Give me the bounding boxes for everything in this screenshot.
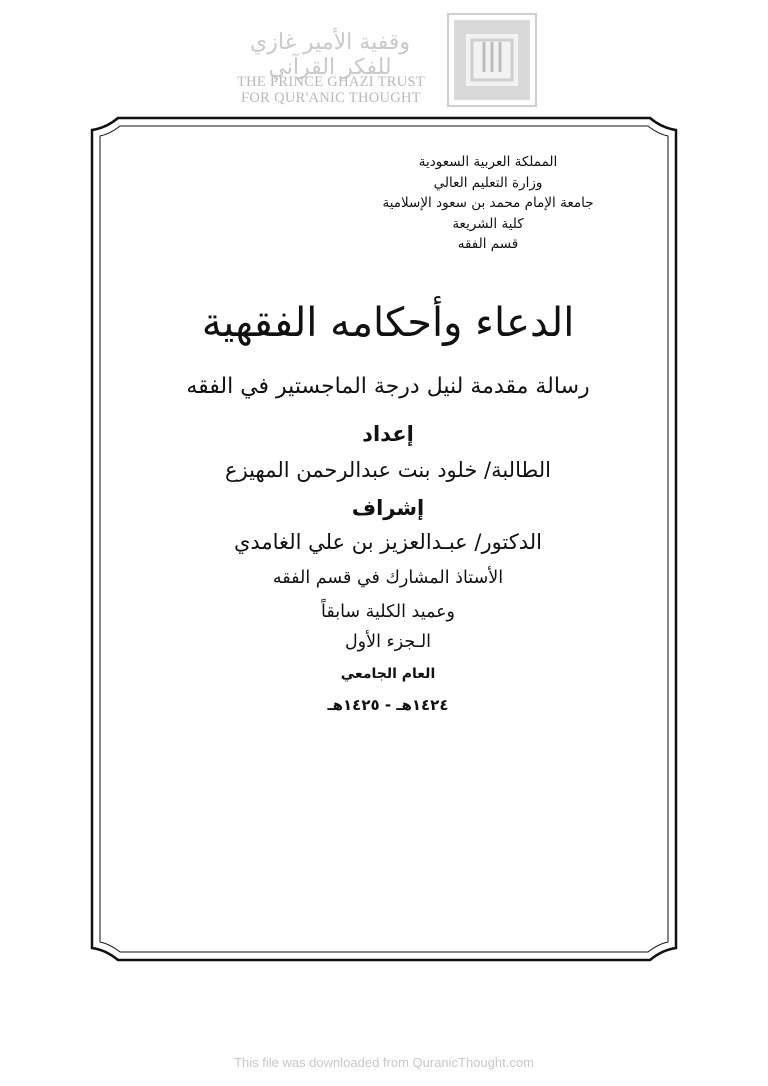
part-label: الـجزء الأول (344, 632, 432, 652)
download-footer: This file was downloaded from QuranicThought.com (234, 1055, 534, 1070)
logo-arabic-name: وقفية الأمير غازي للفكر القرآني (250, 30, 410, 80)
logo-english-line-1: THE PRINCE GHAZI TRUST (237, 74, 425, 90)
header-university: جامعة الإمام محمد بن سعود الإسلامية (382, 195, 594, 211)
header-ministry: وزارة التعليم العالي (433, 174, 543, 191)
supervisor-title-1: الأستاذ المشارك في قسم الفقه (272, 568, 504, 588)
supervision-label: إشراف (351, 496, 425, 520)
supervisor-title-2: وعميد الكلية سابقاً (321, 602, 455, 622)
supervisor-name: الدكتور/ عبـدالعزيز بن علي الغامدي (233, 530, 543, 554)
academic-year: ١٤٢٤هـ - ١٤٢٥هـ (327, 696, 449, 714)
header-department: قسم الفقه (457, 236, 519, 252)
academic-year-label: العام الجامعي (340, 666, 436, 682)
header-country: المملكة العربية السعودية (418, 154, 558, 170)
student-name: الطالبة/ خلود بنت عبدالرحمن المهيزع (225, 458, 551, 482)
prepared-by-label: إعداد (362, 422, 414, 446)
institution-header (358, 152, 618, 255)
header-college: كلية الشريعة (452, 215, 524, 232)
thesis-title: الدعاء وأحكامه الفقهية (201, 300, 575, 346)
logo-english-line-2: FOR QUR'ANIC THOUGHT (241, 90, 421, 106)
thesis-subtitle: رسالة مقدمة لنيل درجة الماجستير في الفقه (186, 374, 590, 399)
